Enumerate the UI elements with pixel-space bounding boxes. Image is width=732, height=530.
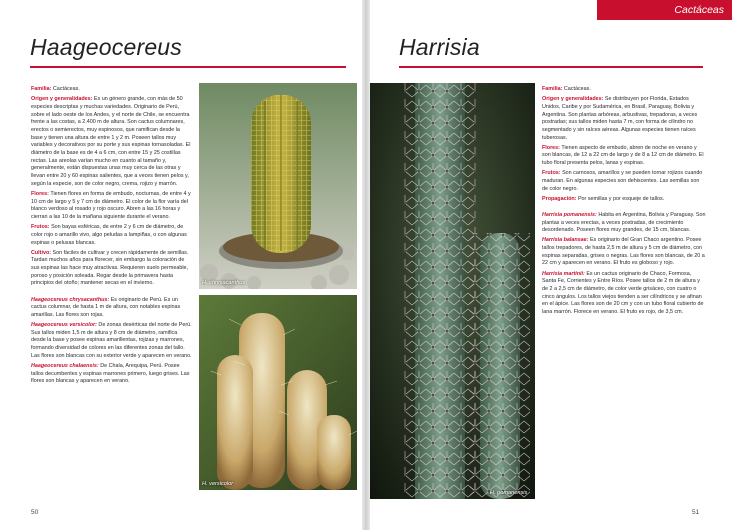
left-text-column	[31, 86, 193, 388]
right-species: Harrisia balansae: Es originario del Gran Chaco argentino. Posee tallos trepadores, de hasta 2,5 m de altura y 5 cm de diámetro, con espinas separadas, grises o negras. Las flores son blancas, de 20 a 22 cm y aparecen en verano. El fruto es globoso y rojo.	[542, 237, 705, 267]
right-paragraph: Propagación: Por semillas y por esqueje de tallos.	[542, 195, 665, 202]
left-paragraph: Flores: Tienen flores en forma de embudo, nocturnas, de entre 4 y 10 cm de largo y 5 y 7 cm de diámetro. El color de la flor varía del blanco verdoso al rosado y rojo oscuro. Abren a las 16 horas y cierran a las 10 de la mañana siguiente durante el verano.	[31, 190, 191, 221]
photo-caption: H. versicolor	[202, 481, 234, 487]
left-paragraph: Cultivo: Son fáciles de cultivar y crecen rápidamente de semillas. Tardan muchos años para florecer, sin embargo la coloración de sus espinas las hace muy atractivas. Requieren suelo permeable, poroso y posición soleada. Regar desde la primavera hasta principios del otoño; mantener secas en el invierno.	[31, 249, 189, 287]
right-paragraph: Flores: Tienen aspecto de embudo, abren de noche en verano y son blancas, de 12 a 22 cm de largo y de 8 a 12 cm de diámetro. El tubo floral presenta pelos, lanas y espinas.	[542, 144, 704, 167]
right-text-column	[542, 86, 706, 319]
book-gutter	[362, 0, 370, 530]
left-title-rule	[30, 66, 346, 68]
left-page-number: 50	[31, 509, 39, 516]
left-species: Haageocereus versicolor: De zonas desérticas del norte de Perú. Sus tallos miden 1,5 m de altura y 8 cm de diámetro, ramifica desde la base y posee espinas amarillentas, rojizas y marrones, formando diversidad de colores en las diferentes zonas del tallo. Las flores son blancas con su exterior verde y aparecen en verano.	[31, 322, 192, 359]
left-paragraph: Frutos: Son bayas esféricas, de entre 2 y 6 cm de diámetro, de color rojo o amarillo vivo, algo peludas a lampiñas, o con algunas espinas o pelusas blancas.	[31, 224, 187, 246]
left-paragraph: Origen y generalidades: Es un género grande, con más de 50 especies descriptas y muchas variedades. Originario de Perú, sobre el lado oeste de los Andes, y el norte de Chile, se encuentra frente a las costas, a 2.400 m de altura. Son cactus columnares, erectos o semierectos, muy espinosos, que ramifican desde la base y tienen una altura de entre 1 y 2 m. Poseen tallos muy variables y decorativos por su porte y sus espinas tornasoladas. El diámetro de la base es de 4 a 6 cm, con entre 15 y 25 costillas rectas. Las areolas varían mucho en cuanto al tamaño y, generalmente, están dispuestas unas muy cerca de las otras y llevan entre 20 y 60 espinas salientes, que a veces tienen pelos y, según la especie, son de color negro, crema, rojizo y marrón.	[31, 96, 191, 187]
section-tab: Cactáceas	[597, 0, 732, 20]
right-paragraph: Frutos: Son carnosos, amarillos y se pueden tornar rojizos cuando maduran. En algunas especies son dehiscentes. Las semillas son de color negro.	[542, 170, 703, 192]
right-species: Harrisia martinii: Es un cactus originario de Chaco, Formosa, Santa Fe, Corrientes y Entre Ríos. Posee tallos de 2 m de altura y de 2 a 2,5 cm de diámetro, de color verde grisáceo, con cuatro o cinco ángulos. Los tallos viejos tienden a ser cilíndricos y se afinan en el ápice. Las flores son de 20 cm y con un tubo floral cubierto de lana marrón. Florece en verano. El fruto es rojo, de 3,5 cm.	[542, 270, 704, 316]
right-title-rule	[399, 66, 703, 68]
right-paragraph: Origen y generalidades: Se distribuyen por Florida, Estados Unidos, Caribe y por Sudamérica, en Brasil, Paraguay, Bolivia y Argentina. Son plantas arbóreas, arbustivas, trepadoras, a veces postradas; sus tallos miden hasta 7 m, con forma de cilindro no segmentado y sin raíces aéreas. Algunas especies tienen raíces tuberosas.	[542, 96, 698, 141]
photo-pomanensis	[370, 83, 535, 499]
left-species: Haageocereus chalaensis: De Chala, Arequipa, Perú. Posee tallos decumbentes y espinas marrones primero, luego grises. Las flores son blancas y aparecen en verano.	[31, 362, 190, 385]
right-species: Harrisia pomanensis: Habita en Argentina, Bolivia y Paraguay. Son plantas a veces erectas, a veces postradas, de crecimiento desordenado. Poseen flores muy grandes, de 15 cm, blancas.	[542, 211, 706, 234]
photo-chrysacanthus	[199, 83, 357, 289]
photo-caption: H. chrysacanthus	[202, 280, 246, 286]
right-page-title: Harrisia	[399, 34, 480, 60]
left-page-title: Haageocereus	[30, 34, 183, 60]
right-paragraph: Familia: Cactáceas.	[542, 86, 591, 92]
right-page-number: 51	[692, 509, 700, 516]
left-paragraph: Familia: Cactáceas.	[31, 86, 80, 92]
photo-caption: H. pomanensis	[490, 490, 528, 496]
photo-versicolor	[199, 295, 357, 490]
left-species: Haageocereus chrysacanthus: Es originario de Perú. Es un cactus columnar, de hasta 1 m de altura, con notables espinas amarillas. Las flores son rojas.	[31, 296, 181, 318]
